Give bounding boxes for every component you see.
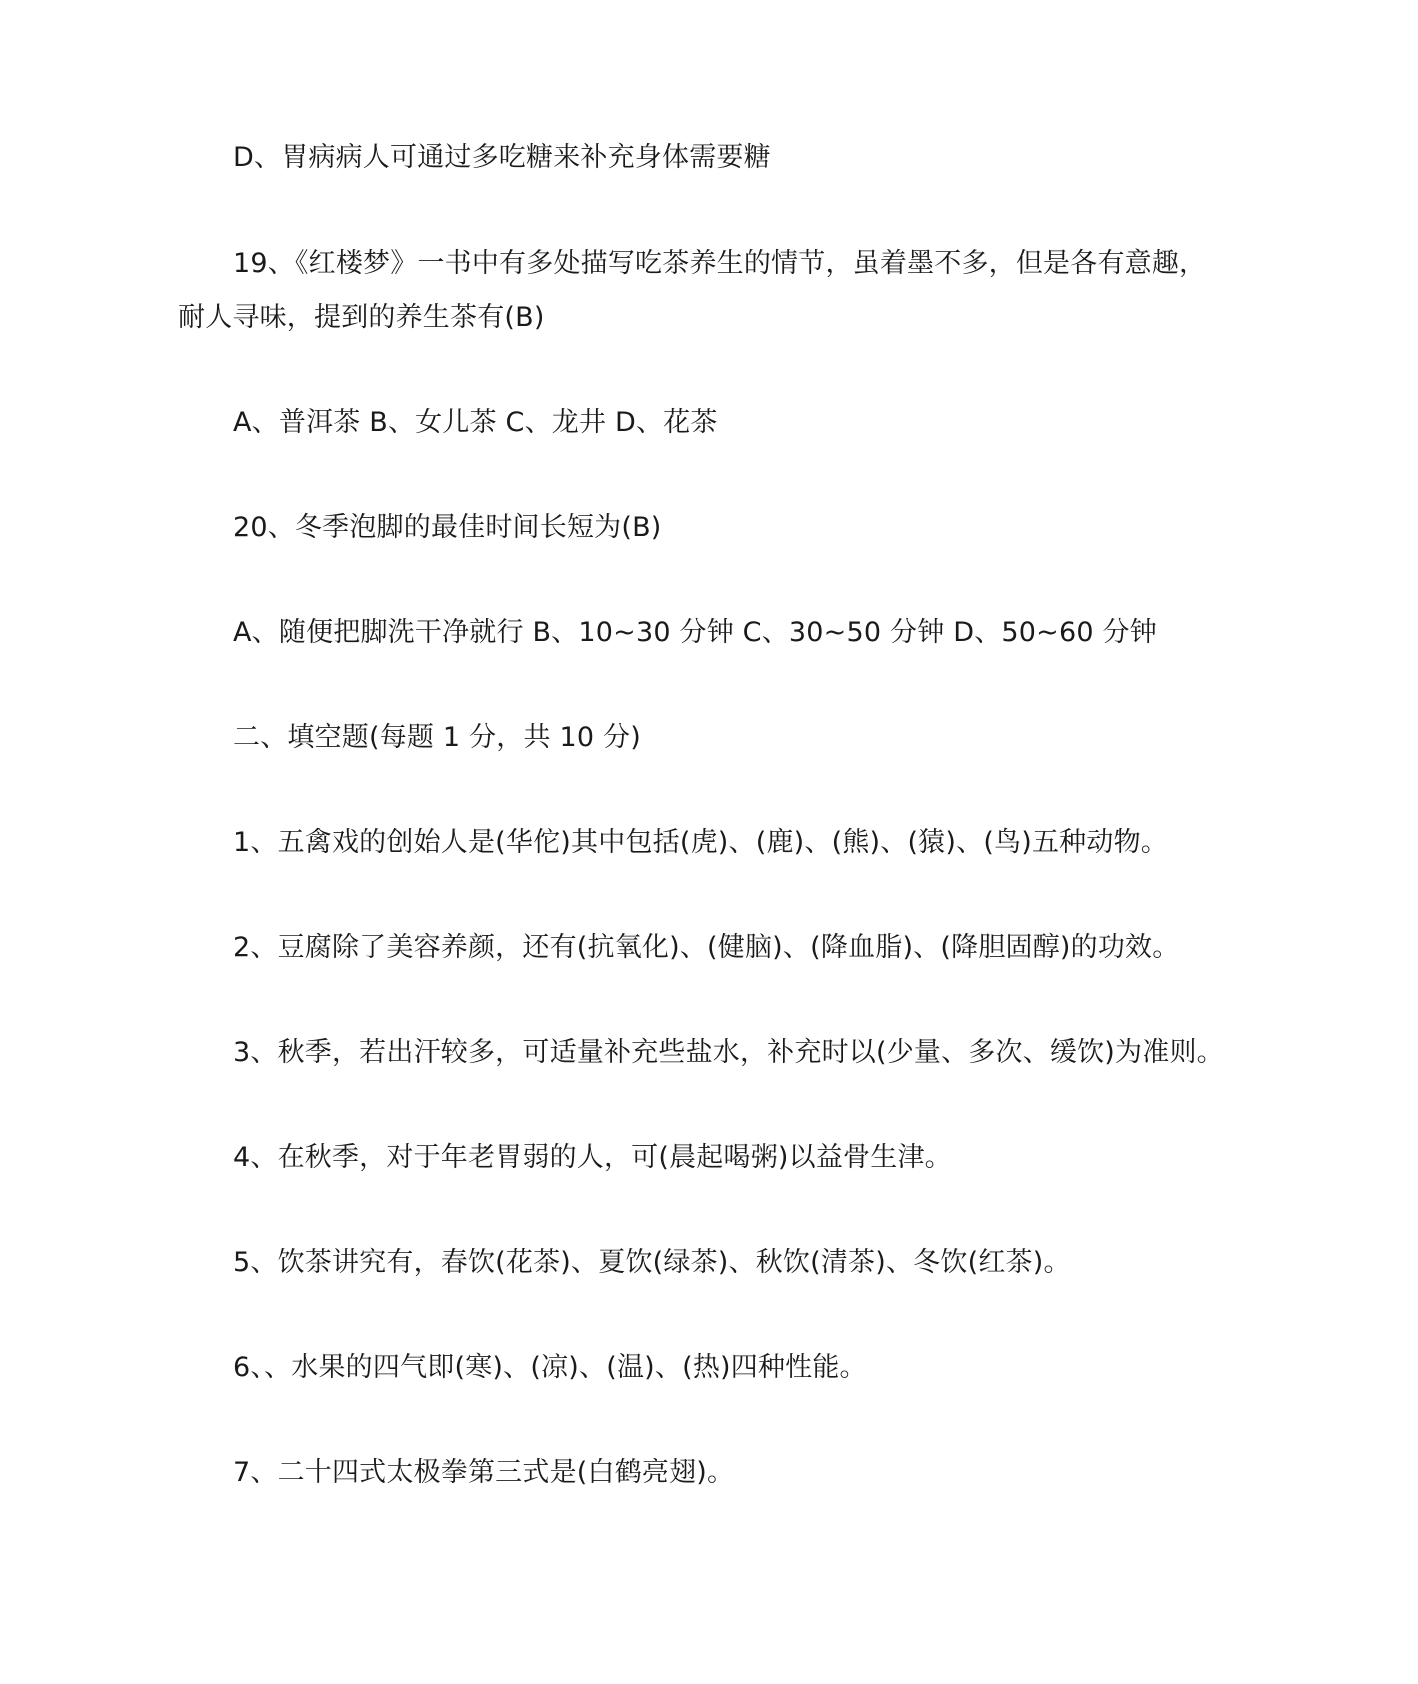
fill-in-item-7: 7、二十四式太极拳第三式是(白鹤亮翅)。: [233, 1457, 735, 1488]
question-20: 20、冬季泡脚的最佳时间长短为(B): [233, 512, 662, 543]
fill-in-item-2: 2、豆腐除了美容养颜，还有(抗氧化)、(健脑)、(降血脂)、(降胆固醇)的功效。: [233, 932, 1180, 963]
fill-in-item-6: 6、、水果的四气即(寒)、(凉)、(温)、(热)四种性能。: [233, 1352, 867, 1383]
options-q19: A、普洱茶 B、女儿茶 C、龙井 D、花茶: [233, 407, 718, 438]
fill-in-item-5: 5、饮茶讲究有，春饮(花茶)、夏饮(绿茶)、秋饮(清茶)、冬饮(红茶)。: [233, 1247, 1071, 1278]
options-q20: A、随便把脚洗干净就行 B、10~30 分钟 C、30~50 分钟 D、50~60 分钟: [233, 617, 1157, 648]
question-19-continued: 耐人寻味，提到的养生茶有(B): [178, 302, 545, 333]
section-heading-fill-in: 二、填空题(每题 1 分，共 10 分): [233, 722, 641, 753]
fill-in-item-1: 1、五禽戏的创始人是(华佗)其中包括(虎)、(鹿)、(熊)、(猿)、(鸟)五种动物。: [233, 827, 1168, 858]
option-d-q18: D、胃病病人可通过多吃糖来补充身体需要糖: [233, 142, 771, 173]
fill-in-item-3: 3、秋季，若出汗较多，可适量补充些盐水，补充时以(少量、多次、缓饮)为准则。: [233, 1037, 1224, 1068]
question-19: 19、《红楼梦》一书中有多处描写吃茶养生的情节，虽着墨不多，但是各有意趣，: [233, 248, 1207, 279]
fill-in-item-4: 4、在秋季，对于年老胃弱的人，可(晨起喝粥)以益骨生津。: [233, 1142, 952, 1173]
